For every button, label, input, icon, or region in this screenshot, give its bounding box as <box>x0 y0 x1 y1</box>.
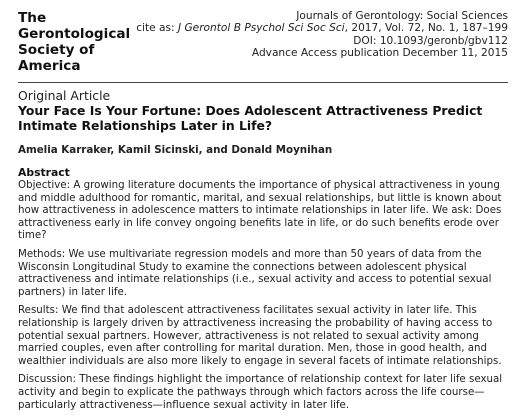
publisher-name-line2: Society of America <box>18 42 95 74</box>
header <box>18 10 508 72</box>
journal-name: Journals of Gerontology: Social Sciences <box>296 10 508 22</box>
doi[interactable]: DOI: 10.1093/geronb/gbv112 <box>353 34 508 47</box>
citation-block <box>136 10 508 60</box>
abstract-heading: Abstract <box>18 166 70 179</box>
abstract-results: Results: We find that adolescent attractiveness facilitates sexual activity in later life. This relationship is largely driven by attractiveness increasing the probability of having access to potential sexual partners. However, attractiveness is not related to sexual activity among married couples, even after controlling for marital duration. Men, those in good health, and wealthier individuals are also more likely to engage in several facets of intimate relationships. <box>18 304 502 367</box>
authors: Amelia Karraker, Kamil Sicinski, and Donald Moynihan <box>18 144 333 156</box>
abstract-methods: Methods: We use multivariate regression models and more than 50 years of data from the Wisconsin Longitudinal Study to examine the connections between adolescent physical attractiveness and intimate relationships (i.e., sexual activity and access to potential sexual partners) in later life. <box>18 247 492 298</box>
publisher-name <box>18 10 136 74</box>
article-type: Original Article <box>18 88 111 103</box>
cite-as-line <box>136 22 508 34</box>
abstract-objective: Objective: A growing literature documents the importance of physical attractiveness in young and middle adulthood for romantic, marital, and sexual relationships, but little is known about how attractiveness in adolescence matters to intimate relationships in later life. We ask: Does attractiveness early in life convey ongoing benefits late in life, or do such benefits erode over time? <box>18 179 502 242</box>
cite-suffix: , 2017, Vol. 72, No. 1, 187–199 <box>344 22 508 35</box>
cite-prefix: cite as: <box>136 22 178 35</box>
cite-journal: J Gerontol B Psychol Sci Soc Sci <box>177 22 345 35</box>
abstract-discussion: Discussion: These findings highlight the importance of relationship context for later life sexual activity and begin to explicate the pathways through which factors across the life course—particularly attractiveness—influence sexual activity in later life. <box>18 373 503 411</box>
header-divider <box>18 82 508 83</box>
article-title: Your Face Is Your Fortune: Does Adolescent Attractiveness Predict Intimate Relationships Later in Life? <box>18 103 483 133</box>
advance-access: Advance Access publication December 11, 2015 <box>251 47 508 60</box>
publisher-name-line1: The Gerontological <box>18 10 131 42</box>
